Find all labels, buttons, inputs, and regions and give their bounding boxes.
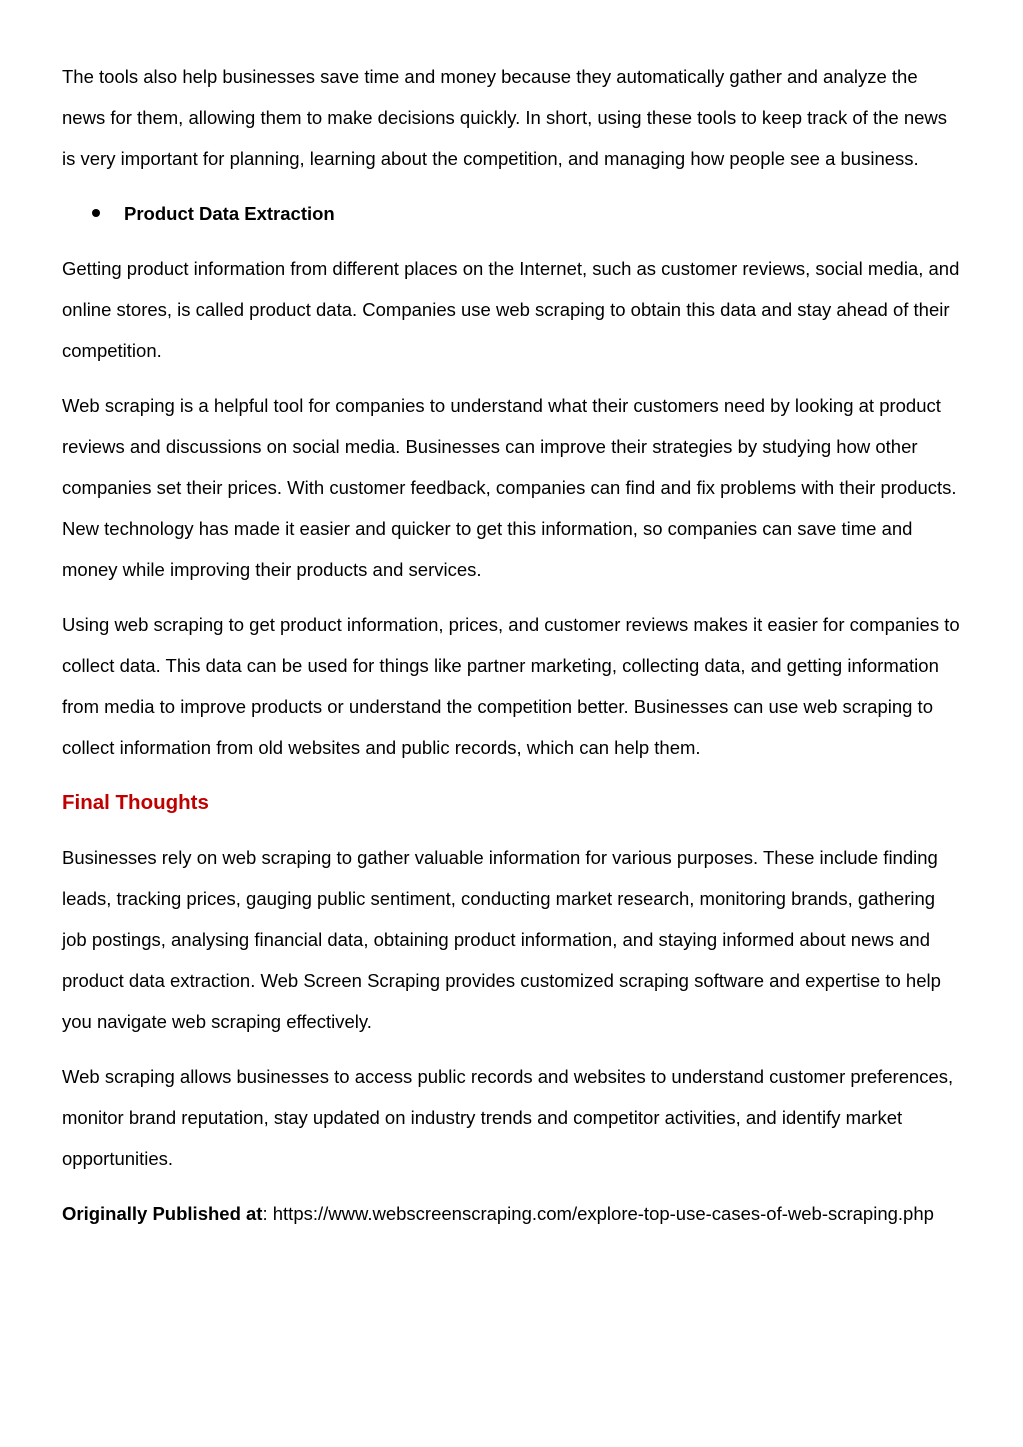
bullet-list: [62, 193, 962, 234]
source-separator: :: [262, 1203, 273, 1224]
source-url: https://www.webscreenscraping.com/explore-top-use-cases-of-web-scraping.php: [272, 1203, 934, 1224]
product-information-paragraph: Using web scraping to get product information, prices, and customer reviews makes it easier for companies to collect data. This data can be used for things like partner marketing, collecting data, and getting information from media to improve products or understand the competition better. Businesses can use web scraping to collect information from old websites and public records, which can help them.: [62, 614, 960, 758]
source-line: [62, 1193, 962, 1234]
product-data-paragraph: Getting product information from different places on the Internet, such as customer reviews, social media, and online stores, is called product data. Companies use web scraping to obtain this data and stay ahead of their competition.: [62, 258, 960, 361]
bullet-item-label: Product Data Extraction: [124, 203, 335, 224]
section-heading-final-thoughts: Final Thoughts: [62, 791, 209, 814]
final-thoughts-paragraph: Businesses rely on web scraping to gather valuable information for various purposes. These include finding leads, tracking prices, gauging public sentiment, conducting market research, monitoring brands, gathering job postings, analysing financial data, obtaining product information, and staying informed about news and product data extraction. Web Screen Scraping provides customized scraping software and expertise to help you navigate web scraping effectively.: [62, 847, 941, 1032]
bullet-dot-icon: [92, 209, 100, 217]
document-page: [62, 56, 962, 1248]
closing-paragraph: Web scraping allows businesses to access public records and websites to understand customer preferences, monitor brand reputation, stay updated on industry trends and competitor activities, and identify market opportunities.: [62, 1066, 954, 1169]
bullet-item-product-data-extraction: [62, 193, 962, 234]
intro-paragraph: The tools also help businesses save time and money because they automatically gather and analyze the news for them, allowing them to make decisions quickly. In short, using these tools to keep track of the news is very important for planning, learning about the competition, and managing how people see a business.: [62, 66, 948, 169]
source-label: Originally Published at: [62, 1203, 263, 1224]
web-scraping-benefits-paragraph: Web scraping is a helpful tool for companies to understand what their customers need by looking at product reviews and discussions on social media. Businesses can improve their strategies by studying how other companies set their prices. With customer feedback, companies can find and fix problems with their products. New technology has made it easier and quicker to get this information, so companies can save time and money while improving their products and services.: [62, 395, 957, 580]
